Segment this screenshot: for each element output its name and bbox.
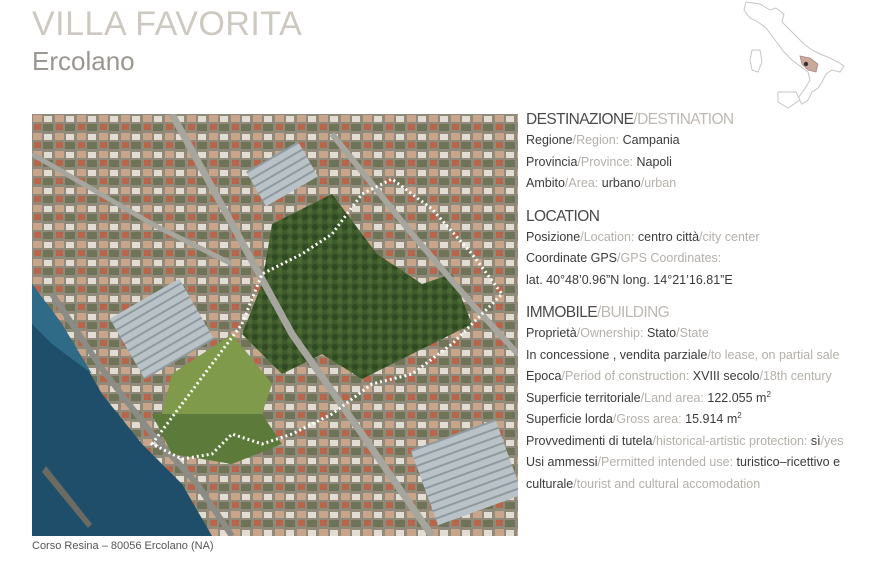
area-row: Ambito/Area: urbano/urban <box>526 176 677 190</box>
label-en: historical-artistic protection: <box>655 433 808 448</box>
value: 122.055 m <box>707 390 767 405</box>
value-it: XVIII secolo <box>692 369 760 383</box>
label-en: Province: <box>580 154 634 169</box>
italy-map-icon <box>738 0 858 115</box>
label-it: Posizione <box>526 229 581 244</box>
label-en: GPS Coordinates: <box>620 251 722 265</box>
destination-section <box>526 110 878 195</box>
info-panel <box>526 110 878 507</box>
label-en: Region: <box>576 133 620 147</box>
gross-area-row: Superficie lorda/Gross area: 15.914 $m^2$ <box>526 410 742 426</box>
label-it: Superficie lorda <box>526 412 613 426</box>
building-section <box>526 303 878 495</box>
position-row: Posizione/Location: centro città/city center <box>526 229 760 244</box>
label-it: Coordinate GPS <box>526 251 618 265</box>
use-row: Usi ammessi/Permitted intended use: turistico–ricettivo e <box>526 455 841 469</box>
location-section <box>526 207 878 292</box>
epoch-row: Epoca/Period of construction: XVIII secolo/18th century <box>526 369 832 383</box>
heading-sep: / <box>633 111 638 128</box>
label-en: Land area: <box>644 390 704 405</box>
value-it: Campania <box>622 133 680 147</box>
page-subtitle: Ercolano <box>32 46 135 76</box>
land-area-row: Superficie territoriale/Land area: 122.055 $m^2$ <box>526 389 771 405</box>
heading-it: DESTINAZIONE <box>526 111 634 128</box>
unit-sup: 2 <box>737 410 742 420</box>
label-it: Provincia <box>526 154 578 169</box>
label-en: Permitted intended use: <box>601 455 734 469</box>
label-en: Period of construction: <box>564 369 690 383</box>
use-row-cont: culturale/tourist and cultural accomodation <box>526 476 761 491</box>
label-it: Proprietà <box>526 326 577 340</box>
page-title: VILLA FAVORITA <box>32 5 303 43</box>
value-en: to lease, on partial sale <box>710 347 840 362</box>
unit-sup: 2 <box>766 389 771 399</box>
label-it: Usi ammessi <box>526 455 598 469</box>
value: 15.914 m <box>685 412 738 426</box>
value-it: culturale <box>526 476 574 491</box>
gps-value-row: lat. 40°48’0.96”N long. 14°21’16.81”E <box>526 272 733 287</box>
value-en: city center <box>702 229 760 244</box>
address-caption: Corso Resina – 80056 Ercolano (NA) <box>32 540 214 552</box>
value-en: tourist and cultural accomodation <box>576 476 761 491</box>
label-en: Location: <box>583 229 635 244</box>
value-it: urbano <box>601 176 641 190</box>
heading-en: DESTINATION <box>637 111 734 128</box>
label-en: Ownership: <box>580 326 644 340</box>
heading-it: IMMOBILE <box>526 304 597 321</box>
label-en: Gross area: <box>616 412 682 426</box>
value-en: yes <box>824 433 844 448</box>
region-row: Regione/Region: Campania <box>526 133 680 147</box>
concession-row: In concessione , vendita parziale/to lease, on partial sale <box>526 347 840 362</box>
value-en: urban <box>644 176 677 190</box>
location-heading: LOCATION <box>526 207 600 225</box>
label-en: Area: <box>568 176 599 190</box>
value-en: 18th century <box>762 369 832 383</box>
building-heading: IMMOBILE/BUILDING <box>526 304 670 321</box>
protection-row: Provvedimenti di tutela/historical-artistic protection: sì/yes <box>526 433 844 448</box>
value-it: turistico–ricettivo e <box>736 455 841 469</box>
aerial-photo <box>32 114 518 536</box>
heading-en: BUILDING <box>600 304 670 321</box>
label-it: Ambito <box>526 176 565 190</box>
value-it: In concessione , vendita parziale <box>526 347 708 362</box>
label-it: Superficie territoriale <box>526 390 641 405</box>
value-en: State <box>679 326 709 340</box>
ownership-row: Proprietà/Ownership: Stato/State <box>526 326 709 340</box>
value-it: centro città <box>637 229 700 244</box>
label-it: Provvedimenti di tutela <box>526 433 653 448</box>
destination-heading <box>526 110 878 130</box>
value-it: sì <box>810 433 821 448</box>
province-row: Provincia/Province: Napoli <box>526 154 672 169</box>
label-it: Regione <box>526 133 573 147</box>
value-it: Stato <box>646 326 677 340</box>
label-it: Epoca <box>526 369 562 383</box>
gps-label-row: Coordinate GPS/GPS Coordinates: <box>526 251 722 265</box>
value-it: Napoli <box>636 154 672 169</box>
